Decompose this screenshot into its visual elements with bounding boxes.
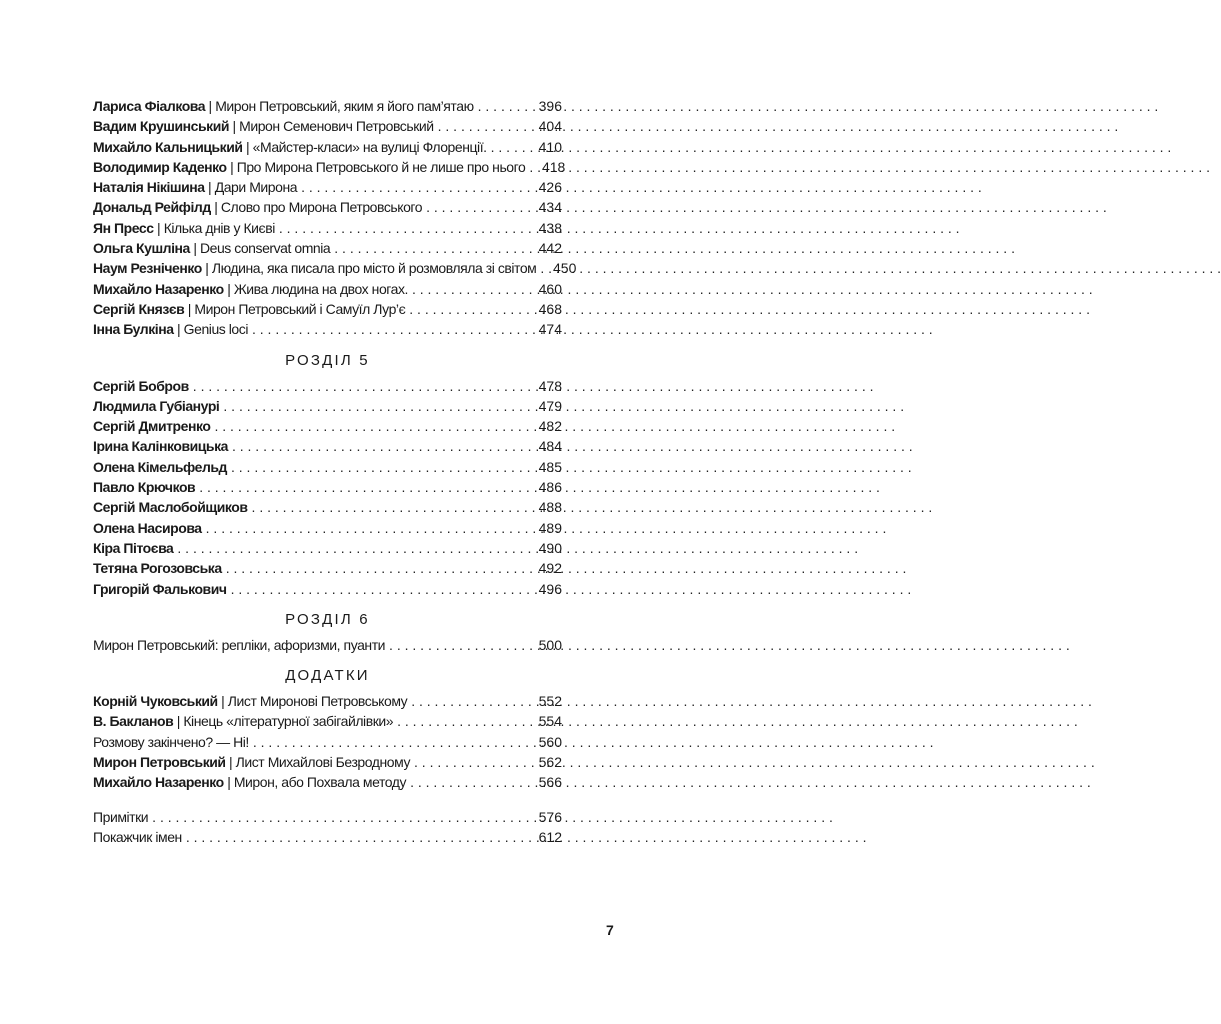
entry-author: В. Бакланов [93,713,174,730]
entry-separator: | [204,179,215,196]
entry-label [93,218,275,238]
entry-label [93,711,393,731]
toc-entry [93,279,562,299]
entry-page: 460 [538,280,562,297]
entry-label [93,457,227,477]
entry-title: Мирон Петровський: репліки, афоризми, пуанти [93,636,386,653]
entry-page: 554 [538,713,562,730]
section-heading: РОЗДІЛ 6 [285,610,370,628]
entry-page: 468 [538,300,562,317]
toc-entry [93,477,562,497]
entry-label [93,691,407,711]
entry-separator: | [225,754,236,771]
entry-separator: | [201,260,212,277]
entry-page: 484 [538,438,562,455]
entry-label [93,96,474,116]
entry-label [93,807,148,827]
entry-label [93,238,330,258]
dot-leader [186,827,532,847]
entry-title: Про Мирона Петровського й не лише про нього [236,158,526,175]
entry-title: Примітки [93,808,149,825]
toc-entry [93,827,562,847]
dot-leader [426,197,532,217]
entry-label [93,376,189,396]
toc-entry [93,416,562,436]
dot-leader [410,772,532,792]
toc-entry [93,299,562,319]
entry-page: 492 [538,560,562,577]
entry-author: Михайло Кальницький [93,138,243,155]
entry-label [93,635,385,655]
dot-leader [232,436,532,456]
entry-author: Михайло Назаренко [93,774,224,791]
entry-title: Розмову закінчено? — Ні! [93,733,249,750]
dot-leader [206,518,532,538]
entry-separator: | [153,219,164,236]
entry-title: Мирон Петровський і Самуїл Лур’є [194,300,406,317]
entry-separator: | [223,280,234,297]
entry-page: 426 [538,179,562,196]
toc-entry [93,376,562,396]
dot-leader [540,258,546,278]
entry-separator: | [205,98,216,114]
entry-author: Лариса Фіалкова [93,98,206,114]
toc-entry [93,137,562,157]
entry-label [93,258,536,278]
dot-leader [301,177,532,197]
entry-page: 474 [538,321,562,338]
entry-page: 438 [538,219,562,236]
entry-author: Павло Крючков [93,479,196,496]
entry-label [93,732,249,752]
toc-entry [93,319,562,339]
toc-entry [93,436,562,456]
entry-title: Лист Михайлові Безродному [235,754,411,771]
toc-entry [93,157,566,177]
entry-separator: | [189,240,200,257]
toc-entry [93,772,562,792]
entry-title: Мирон, або Похвала методу [233,774,407,791]
dot-leader [223,396,532,416]
toc-entry [93,691,562,711]
entry-label [93,416,210,436]
dot-leader [193,376,532,396]
table-of-contents [93,96,577,847]
entry-author: Ольга Кушліна [93,240,190,257]
entry-label [93,157,525,177]
dot-leader [226,558,532,578]
entry-page: 396 [538,98,562,114]
entry-page: 490 [538,539,562,556]
entry-author: Інна Булкіна [93,321,174,338]
dot-leader [199,477,532,497]
entry-page: 404 [538,118,562,135]
entry-title: Мирон Семенович Петровський [239,118,434,135]
entry-separator: | [226,158,237,175]
entry-title: Genius loci [183,321,248,338]
dot-leader [397,711,532,731]
dot-leader [279,218,532,238]
toc-entry [93,518,562,538]
dot-leader [252,497,532,517]
dot-leader [438,116,532,136]
entry-page: 442 [538,240,562,257]
entry-separator: | [173,713,184,730]
entry-separator: | [229,118,240,135]
entry-author: Сергій Бобров [93,377,189,394]
entry-author: Володимир Каденко [93,158,227,175]
entry-title: Кілька днів у Києві [163,219,275,236]
entry-label [93,558,222,578]
entry-label [93,579,227,599]
entry-label [93,396,219,416]
entry-page: 478 [538,377,562,394]
entry-label [93,827,182,847]
section-heading: ДОДАТКИ [285,667,370,685]
dot-leader [389,635,532,655]
entry-label [93,177,297,197]
entry-separator: | [210,199,221,216]
dot-leader [478,96,532,116]
entry-author: Людмила Губіанурі [93,397,220,414]
entry-page: 450 [553,260,577,277]
toc-entry [93,579,562,599]
entry-label [93,319,248,339]
dot-leader [412,279,532,299]
dot-leader [214,416,532,436]
entry-separator: | [184,300,195,317]
entry-page: 496 [538,580,562,597]
entry-author: Михайло Назаренко [93,280,224,297]
entry-author: Наум Резніченко [93,260,202,277]
entry-page: 562 [538,754,562,771]
toc-entry [93,732,562,752]
dot-leader [231,457,532,477]
entry-author: Тетяна Рогозовська [93,560,222,577]
entry-title: Дари Мирона [214,179,298,196]
entry-page: 485 [538,458,562,475]
entry-author: Григорій Фалькович [93,580,227,597]
entry-page: 612 [538,828,562,845]
entry-separator: | [173,321,184,338]
toc-entry [93,116,562,136]
entry-label [93,497,248,517]
entry-label [93,299,405,319]
entry-author: Олена Кімельфельд [93,458,227,475]
dot-leader [411,691,532,711]
section-heading: РОЗДІЛ 5 [285,351,370,369]
dot-leader [414,752,532,772]
entry-page: 552 [538,693,562,710]
toc-entry [93,197,562,217]
dot-leader [152,807,532,827]
entry-page: 486 [538,479,562,496]
entry-label [93,279,408,299]
entry-page: 500 [538,636,562,653]
entry-title: Людина, яка писала про місто й розмовляла зі світом [211,260,537,277]
entry-label [93,436,228,456]
entry-title: Deus conservat omnia [199,240,331,257]
toc-entry [93,711,562,731]
entry-page: 479 [538,397,562,414]
entry-page: 434 [538,199,562,216]
entry-page: 482 [538,418,562,435]
entry-title: Жива людина на двох ногах. [233,280,408,297]
toc-entry [93,558,562,578]
entry-author: Сергій Маслобойщиков [93,499,248,516]
entry-page: 418 [541,158,566,175]
entry-author: Сергій Дмитренко [93,418,211,435]
toc-entry [93,538,562,558]
dot-leader [252,319,532,339]
dot-leader [409,299,532,319]
entry-label [93,197,422,217]
entry-title: Покажчик імен [93,828,182,845]
toc-entry [93,258,577,278]
entry-page: 576 [538,808,562,825]
dot-leader [491,137,532,157]
toc-entry [93,752,562,772]
dot-leader [231,579,532,599]
entry-title: Мирон Петровський, яким я його пам’ятаю [215,98,474,114]
entry-author: Наталія Нікішина [93,179,205,196]
toc-entry [93,497,562,517]
dot-leader [253,732,532,752]
toc-entry [93,807,562,827]
entry-label [93,752,410,772]
toc-entry [93,177,562,197]
entry-separator: | [223,774,234,791]
entry-label [93,116,434,136]
toc-entry [93,396,562,416]
toc-entry [93,238,562,258]
entry-author: Вадим Крушинський [93,118,230,135]
entry-separator: | [242,138,253,155]
entry-label [93,137,487,157]
entry-label [93,538,173,558]
dot-leader [529,157,535,177]
entry-page: 489 [538,519,562,536]
entry-author: Кіра Пітоєва [93,539,174,556]
entry-author: Корній Чуковський [93,693,218,710]
toc-entry [93,96,562,116]
toc-entry [93,218,562,238]
spacer [93,793,562,807]
entry-page: 488 [538,499,562,516]
entry-author: Ян Пресс [93,219,154,236]
dot-leader [177,538,532,558]
entry-author: Сергій Князєв [93,300,185,317]
entry-author: Олена Насирова [93,519,202,536]
entry-title: Кінець «літературної забігайлівки» [183,713,394,730]
entry-label [93,518,202,538]
entry-author: Дональд Рейфілд [93,199,211,216]
entry-label [93,772,406,792]
entry-title: «Майстер-класи» на вулиці Флоренції. [252,138,487,155]
entry-page: 566 [538,774,562,791]
entry-page: 560 [538,733,562,750]
entry-title: Лист Миронові Петровському [227,693,408,710]
entry-title: Слово про Мирона Петровського [220,199,423,216]
entry-label [93,477,195,497]
toc-entry [93,635,562,655]
dot-leader [334,238,532,258]
toc-entry [93,457,562,477]
page-number: 7 [606,922,614,938]
entry-author: Ірина Калінковицька [93,438,228,455]
entry-page: 410 [538,138,562,155]
entry-author: Мирон Петровський [93,754,226,771]
entry-separator: | [217,693,228,710]
